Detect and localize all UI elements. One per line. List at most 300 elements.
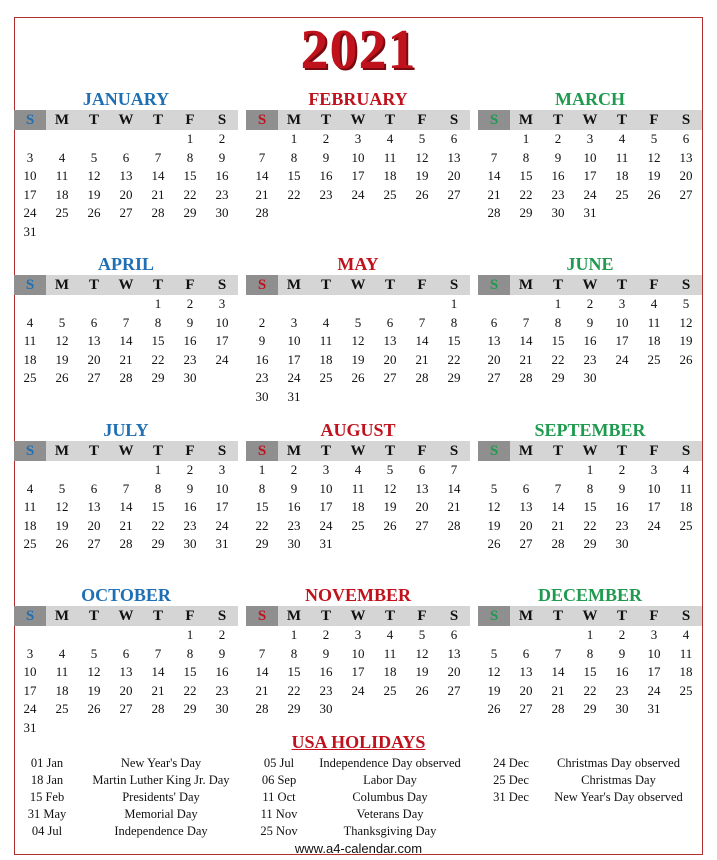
day-cell: 3	[650, 627, 658, 642]
day-cell: 8	[522, 149, 530, 165]
week-row	[246, 682, 470, 701]
day-cell: 1	[154, 462, 162, 477]
day-cell: 17	[23, 682, 37, 698]
day-cell: 2	[322, 627, 330, 642]
empty-cell	[110, 223, 142, 242]
empty-cell	[78, 130, 110, 149]
weekday-label: T	[152, 112, 163, 128]
month-december	[478, 584, 702, 719]
day-cell: 5	[354, 314, 362, 330]
day-cell: 11	[615, 149, 629, 165]
day-cell: 30	[183, 536, 197, 551]
day-cell: 27	[383, 370, 397, 385]
day-cell: 13	[87, 333, 101, 348]
day-cell: 24	[215, 517, 229, 533]
day-cell: 25	[23, 536, 37, 551]
week-row	[14, 626, 238, 645]
day-cell: 11	[383, 149, 397, 165]
weekday-label: S	[449, 608, 459, 624]
weekday-label: M	[54, 608, 70, 624]
week-row	[246, 700, 470, 719]
weekday-label: W	[118, 608, 134, 624]
empty-cell	[110, 130, 142, 149]
holiday-row	[249, 806, 471, 823]
holiday-row	[482, 789, 697, 806]
empty-cell	[510, 626, 542, 645]
week-row	[14, 351, 238, 370]
day-cell: 28	[119, 536, 133, 551]
empty-cell	[374, 700, 406, 719]
holiday-name: Presidents' Day	[122, 790, 200, 804]
day-cell: 26	[679, 351, 693, 367]
day-cell: 16	[215, 168, 229, 183]
weekday-label: T	[616, 608, 627, 624]
weekday-label: W	[118, 277, 134, 293]
day-cell: 11	[23, 499, 37, 514]
day-cell: 12	[487, 664, 501, 679]
weekday-label: S	[478, 606, 510, 626]
empty-cell	[342, 700, 374, 719]
holidays-title: USA HOLIDAYS	[291, 732, 426, 752]
empty-cell	[46, 223, 78, 242]
empty-cell	[438, 535, 470, 554]
holiday-date: 31 May	[27, 807, 67, 821]
empty-cell	[46, 130, 78, 149]
day-cell: 18	[679, 499, 693, 514]
week-row	[14, 517, 238, 536]
weekday-label: T	[152, 608, 163, 624]
day-cell: 8	[290, 645, 298, 661]
holiday-name: Labor Day	[363, 773, 417, 787]
day-cell: 5	[682, 296, 690, 311]
day-cell: 25	[383, 186, 397, 202]
month-may	[246, 253, 470, 406]
day-cell: 2	[258, 314, 266, 330]
day-cell: 21	[447, 499, 461, 514]
week-row	[478, 369, 702, 388]
day-cell: 11	[383, 645, 397, 661]
weekday-label: S	[449, 112, 459, 128]
weekday-label: M	[54, 112, 70, 128]
week-row	[478, 700, 702, 719]
weekday-label: M	[54, 277, 70, 293]
weekday-header	[478, 441, 702, 461]
day-cell: 21	[255, 682, 269, 698]
day-cell: 8	[450, 314, 458, 330]
week-row	[478, 149, 702, 168]
holiday-name: Thanksgiving Day	[343, 824, 437, 838]
day-cell: 23	[615, 517, 629, 533]
day-cell: 3	[650, 462, 658, 477]
day-cell: 6	[522, 645, 530, 661]
day-cell: 7	[154, 645, 162, 661]
day-cell: 9	[258, 333, 266, 348]
week-row	[246, 167, 470, 186]
weekday-label: F	[185, 277, 195, 293]
day-cell: 23	[215, 186, 229, 202]
day-cell: 26	[351, 370, 365, 385]
empty-cell	[46, 295, 78, 314]
empty-cell	[342, 535, 374, 554]
day-cell: 9	[218, 645, 226, 661]
holiday-row	[249, 789, 471, 806]
day-cell: 27	[415, 517, 429, 533]
empty-cell	[374, 388, 406, 407]
month-title: DECEMBER	[537, 585, 642, 605]
day-cell: 15	[287, 168, 301, 183]
weekday-label: F	[185, 443, 195, 459]
holiday-date: 25 Nov	[260, 824, 298, 838]
day-cell: 8	[154, 314, 162, 330]
empty-cell	[374, 535, 406, 554]
day-cell: 19	[487, 517, 501, 533]
day-cell: 16	[615, 499, 629, 514]
day-cell: 24	[287, 370, 301, 385]
day-cell: 4	[386, 131, 394, 146]
holiday-column	[18, 755, 246, 840]
week-row	[478, 314, 702, 333]
day-cell: 24	[615, 351, 629, 367]
empty-cell	[110, 295, 142, 314]
day-cell: 16	[319, 664, 333, 679]
empty-cell	[406, 388, 438, 407]
weekday-label: S	[217, 443, 227, 459]
weekday-label: W	[582, 443, 598, 459]
empty-cell	[78, 626, 110, 645]
empty-cell	[46, 461, 78, 480]
day-cell: 15	[519, 168, 533, 183]
day-cell: 28	[551, 536, 565, 551]
day-cell: 4	[682, 462, 690, 477]
day-cell: 6	[90, 314, 98, 330]
weekday-label: T	[88, 277, 99, 293]
week-row	[246, 295, 470, 314]
month-october	[14, 584, 238, 737]
weekday-label: T	[88, 443, 99, 459]
day-cell: 20	[447, 168, 461, 183]
weekday-header	[246, 606, 470, 626]
empty-cell	[406, 204, 438, 223]
day-cell: 9	[290, 480, 298, 496]
day-cell: 30	[255, 388, 269, 404]
day-cell: 23	[615, 682, 629, 698]
weekday-header	[478, 606, 702, 626]
day-cell: 3	[354, 131, 362, 146]
weekday-label: S	[246, 110, 278, 130]
week-row	[14, 167, 238, 186]
week-row	[246, 535, 470, 554]
day-cell: 26	[55, 536, 69, 551]
day-cell: 13	[383, 333, 397, 348]
empty-cell	[46, 626, 78, 645]
day-cell: 29	[151, 536, 165, 551]
empty-cell	[78, 295, 110, 314]
weekday-label: S	[246, 606, 278, 626]
day-cell: 15	[183, 168, 197, 183]
day-cell: 14	[415, 333, 429, 348]
empty-cell	[278, 204, 310, 223]
week-row	[246, 517, 470, 536]
day-cell: 18	[55, 682, 69, 698]
day-cell: 15	[583, 499, 597, 514]
day-cell: 26	[87, 205, 101, 220]
day-cell: 28	[519, 370, 533, 385]
day-cell: 16	[551, 168, 565, 183]
day-cell: 25	[679, 517, 693, 533]
day-cell: 13	[415, 480, 429, 496]
day-cell: 31	[583, 205, 597, 220]
weekday-label: W	[582, 112, 598, 128]
empty-cell	[638, 369, 670, 388]
month-august	[246, 419, 470, 554]
day-cell: 4	[58, 645, 66, 661]
day-cell: 25	[55, 701, 69, 716]
day-cell: 1	[290, 627, 298, 642]
day-cell: 25	[23, 370, 37, 385]
holiday-column	[482, 755, 697, 806]
day-cell: 7	[258, 645, 266, 661]
day-cell: 15	[183, 664, 197, 679]
day-cell: 14	[551, 664, 565, 679]
weekday-label: M	[54, 443, 70, 459]
day-cell: 24	[23, 701, 37, 716]
day-cell: 2	[218, 131, 226, 146]
weekday-label: S	[681, 443, 691, 459]
day-cell: 12	[415, 645, 429, 661]
month-november	[246, 584, 470, 719]
week-row	[246, 332, 470, 351]
day-cell: 20	[415, 499, 429, 514]
holiday-row	[249, 772, 471, 789]
day-cell: 15	[287, 664, 301, 679]
weekday-label: F	[417, 112, 427, 128]
day-cell: 28	[415, 370, 429, 385]
day-cell: 26	[487, 701, 501, 716]
weekday-label: F	[417, 443, 427, 459]
week-row	[246, 130, 470, 149]
day-cell: 12	[55, 333, 69, 348]
day-cell: 9	[618, 645, 626, 661]
weekday-label: S	[14, 441, 46, 461]
day-cell: 9	[218, 149, 226, 165]
weekday-label: S	[449, 277, 459, 293]
day-cell: 21	[151, 186, 165, 202]
day-cell: 20	[119, 682, 133, 698]
day-cell: 28	[255, 205, 269, 220]
day-cell: 13	[519, 664, 533, 679]
day-cell: 29	[447, 370, 461, 385]
day-cell: 5	[418, 627, 426, 642]
day-cell: 16	[183, 499, 197, 514]
day-cell: 11	[647, 314, 661, 330]
day-cell: 23	[255, 370, 269, 385]
day-cell: 10	[647, 645, 661, 661]
day-cell: 18	[23, 517, 37, 533]
week-row	[478, 498, 702, 517]
day-cell: 1	[186, 131, 194, 146]
week-row	[14, 204, 238, 223]
weekday-label: S	[478, 110, 510, 130]
day-cell: 29	[183, 701, 197, 716]
holiday-name: Independence Day observed	[319, 756, 461, 770]
weekday-label: T	[320, 608, 331, 624]
weekday-label: W	[350, 112, 366, 128]
day-cell: 4	[682, 627, 690, 642]
day-cell: 19	[55, 351, 69, 367]
week-row	[14, 682, 238, 701]
week-row	[246, 498, 470, 517]
day-cell: 16	[319, 168, 333, 183]
day-cell: 4	[650, 296, 658, 311]
day-cell: 6	[90, 480, 98, 496]
day-cell: 30	[319, 701, 333, 716]
week-row	[478, 663, 702, 682]
holiday-row	[482, 755, 697, 772]
empty-cell	[638, 535, 670, 554]
weekday-label: F	[185, 112, 195, 128]
day-cell: 22	[447, 351, 461, 367]
day-cell: 19	[679, 333, 693, 348]
day-cell: 22	[183, 682, 197, 698]
day-cell: 6	[682, 131, 690, 146]
day-cell: 3	[586, 131, 594, 146]
day-cell: 3	[290, 314, 298, 330]
empty-cell	[478, 130, 510, 149]
day-cell: 11	[319, 333, 333, 348]
day-cell: 5	[490, 645, 498, 661]
weekday-label: W	[350, 608, 366, 624]
holiday-row	[249, 755, 471, 772]
holiday-date: 31 Dec	[493, 790, 529, 804]
day-cell: 7	[258, 149, 266, 165]
day-cell: 21	[119, 517, 133, 533]
day-cell: 12	[415, 149, 429, 165]
empty-cell	[478, 626, 510, 645]
day-cell: 22	[519, 186, 533, 202]
day-cell: 18	[351, 499, 365, 514]
month-march	[478, 88, 702, 223]
weekday-label: T	[552, 608, 563, 624]
day-cell: 1	[290, 131, 298, 146]
week-row	[478, 186, 702, 205]
day-cell: 2	[218, 627, 226, 642]
day-cell: 29	[519, 205, 533, 220]
day-cell: 7	[490, 149, 498, 165]
day-cell: 10	[215, 480, 229, 496]
day-cell: 13	[119, 168, 133, 183]
day-cell: 21	[487, 186, 501, 202]
holiday-date: 25 Dec	[493, 773, 529, 787]
week-row	[246, 204, 470, 223]
holiday-date: 06 Sep	[261, 773, 297, 787]
holiday-row	[18, 772, 246, 789]
day-cell: 10	[23, 664, 37, 679]
day-cell: 9	[186, 480, 194, 496]
day-cell: 25	[351, 517, 365, 533]
day-cell: 10	[351, 645, 365, 661]
weekday-header	[246, 275, 470, 295]
day-cell: 21	[119, 351, 133, 367]
empty-cell	[246, 295, 278, 314]
day-cell: 31	[215, 536, 229, 551]
weekday-label: T	[88, 608, 99, 624]
day-cell: 16	[287, 499, 301, 514]
day-cell: 18	[679, 664, 693, 679]
day-cell: 12	[487, 499, 501, 514]
day-cell: 5	[58, 480, 66, 496]
day-cell: 2	[554, 131, 562, 146]
day-cell: 12	[383, 480, 397, 496]
day-cell: 12	[87, 664, 101, 679]
day-cell: 10	[287, 333, 301, 348]
empty-cell	[510, 295, 542, 314]
day-cell: 29	[551, 370, 565, 385]
day-cell: 15	[583, 664, 597, 679]
empty-cell	[478, 461, 510, 480]
weekday-label: S	[14, 606, 46, 626]
weekday-label: M	[518, 112, 534, 128]
day-cell: 17	[23, 186, 37, 202]
day-cell: 3	[26, 645, 34, 661]
day-cell: 12	[55, 499, 69, 514]
year-title: 2021	[300, 19, 417, 81]
week-row	[14, 149, 238, 168]
day-cell: 16	[215, 664, 229, 679]
day-cell: 17	[215, 333, 229, 348]
day-cell: 26	[487, 536, 501, 551]
weekday-label: T	[552, 112, 563, 128]
weekday-label: W	[350, 277, 366, 293]
weekday-label: T	[88, 112, 99, 128]
day-cell: 4	[26, 480, 34, 496]
holiday-date: 24 Dec	[493, 756, 529, 770]
weekday-label: M	[518, 277, 534, 293]
day-cell: 23	[319, 186, 333, 202]
week-row	[246, 626, 470, 645]
day-cell: 26	[87, 701, 101, 716]
weekday-label: S	[246, 275, 278, 295]
day-cell: 24	[215, 351, 229, 367]
empty-cell	[310, 295, 342, 314]
holiday-date: 18 Jan	[30, 773, 64, 787]
month-february	[246, 88, 470, 223]
holiday-name: New Year's Day observed	[554, 790, 683, 804]
day-cell: 18	[55, 186, 69, 202]
day-cell: 8	[154, 480, 162, 496]
day-cell: 2	[322, 131, 330, 146]
empty-cell	[638, 204, 670, 223]
month-title: MAY	[337, 254, 379, 274]
empty-cell	[14, 130, 46, 149]
month-july	[14, 419, 238, 554]
weekday-label: W	[118, 443, 134, 459]
day-cell: 30	[615, 536, 629, 551]
day-cell: 21	[551, 682, 565, 698]
empty-cell	[246, 130, 278, 149]
holiday-date: 11 Nov	[260, 807, 298, 821]
day-cell: 13	[447, 645, 461, 661]
day-cell: 4	[322, 314, 330, 330]
holiday-row	[18, 823, 246, 840]
day-cell: 20	[487, 351, 501, 367]
day-cell: 7	[154, 149, 162, 165]
weekday-label: W	[582, 277, 598, 293]
day-cell: 21	[151, 682, 165, 698]
week-row	[478, 645, 702, 664]
empty-cell	[670, 369, 702, 388]
day-cell: 1	[186, 627, 194, 642]
day-cell: 16	[255, 351, 269, 367]
